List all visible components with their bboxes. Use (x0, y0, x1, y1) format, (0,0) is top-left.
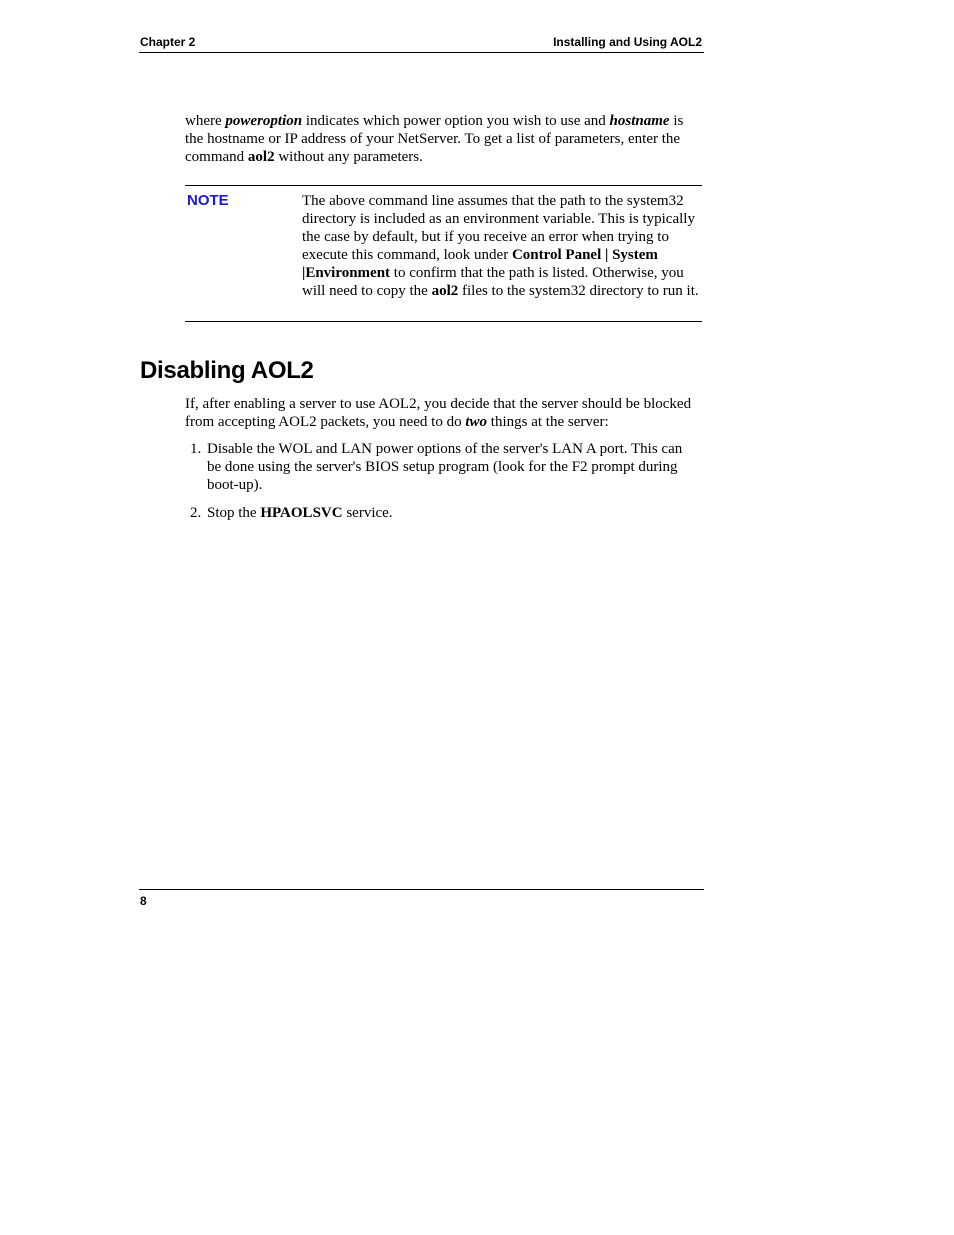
service-name: HPAOLSVC (260, 505, 343, 521)
list-text: Disable the WOL and LAN power options of the server's LAN A port. This can be done using the server's BIOS setup program (look for the F2 prompt during boot-up). (207, 441, 683, 493)
page-header (139, 34, 704, 53)
note-text-part: files to the system32 directory to run it. (458, 283, 699, 299)
section-text: things at the server: (487, 414, 609, 430)
list-number: 2. (190, 505, 202, 521)
page-number: 8 (140, 894, 147, 908)
command-aol2: aol2 (431, 283, 459, 299)
list-number: 1. (190, 441, 202, 457)
page-footer (139, 889, 704, 908)
note-text-part: to confirm that the path is listed. Otherwise, you will need to copy the (302, 265, 684, 299)
note-text (302, 192, 702, 300)
list-text (207, 504, 685, 522)
emphasis-two: two (465, 414, 488, 430)
intro-paragraph (185, 112, 705, 166)
intro-text: where (185, 113, 226, 129)
menu-system: System | (302, 247, 658, 281)
section-heading: Disabling AOL2 (140, 357, 314, 384)
chapter-title: Installing and Using AOL2 (553, 35, 702, 49)
menu-environment: Environment (305, 265, 391, 281)
section-paragraph (185, 395, 705, 431)
term-hostname: hostname (609, 113, 670, 129)
section-text: If, after enabling a server to use AOL2, you decide that the server should be blocked from accepting AOL2 packets, you need to do (185, 396, 692, 430)
command-aol2: aol2 (247, 149, 275, 165)
intro-text: without any parameters. (274, 149, 423, 165)
note-box (185, 185, 702, 322)
list-text-part: service. (342, 505, 393, 521)
list-text-part: Stop the (207, 505, 261, 521)
intro-text: is the hostname or IP address of your NetServer. To get a list of parameters, enter the command (185, 113, 684, 165)
intro-text: indicates which power option you wish to use and (302, 113, 610, 129)
note-text-part: The above command line assumes that the path to the system32 directory is included as an environment variable. This is typically the case by default, but if you receive an error when trying to execute this command, look under (302, 193, 695, 263)
note-label: NOTE (187, 192, 229, 209)
menu-control-panel: Control Panel | (511, 247, 609, 263)
chapter-label: Chapter 2 (140, 35, 196, 49)
term-poweroption: poweroption (225, 113, 303, 129)
